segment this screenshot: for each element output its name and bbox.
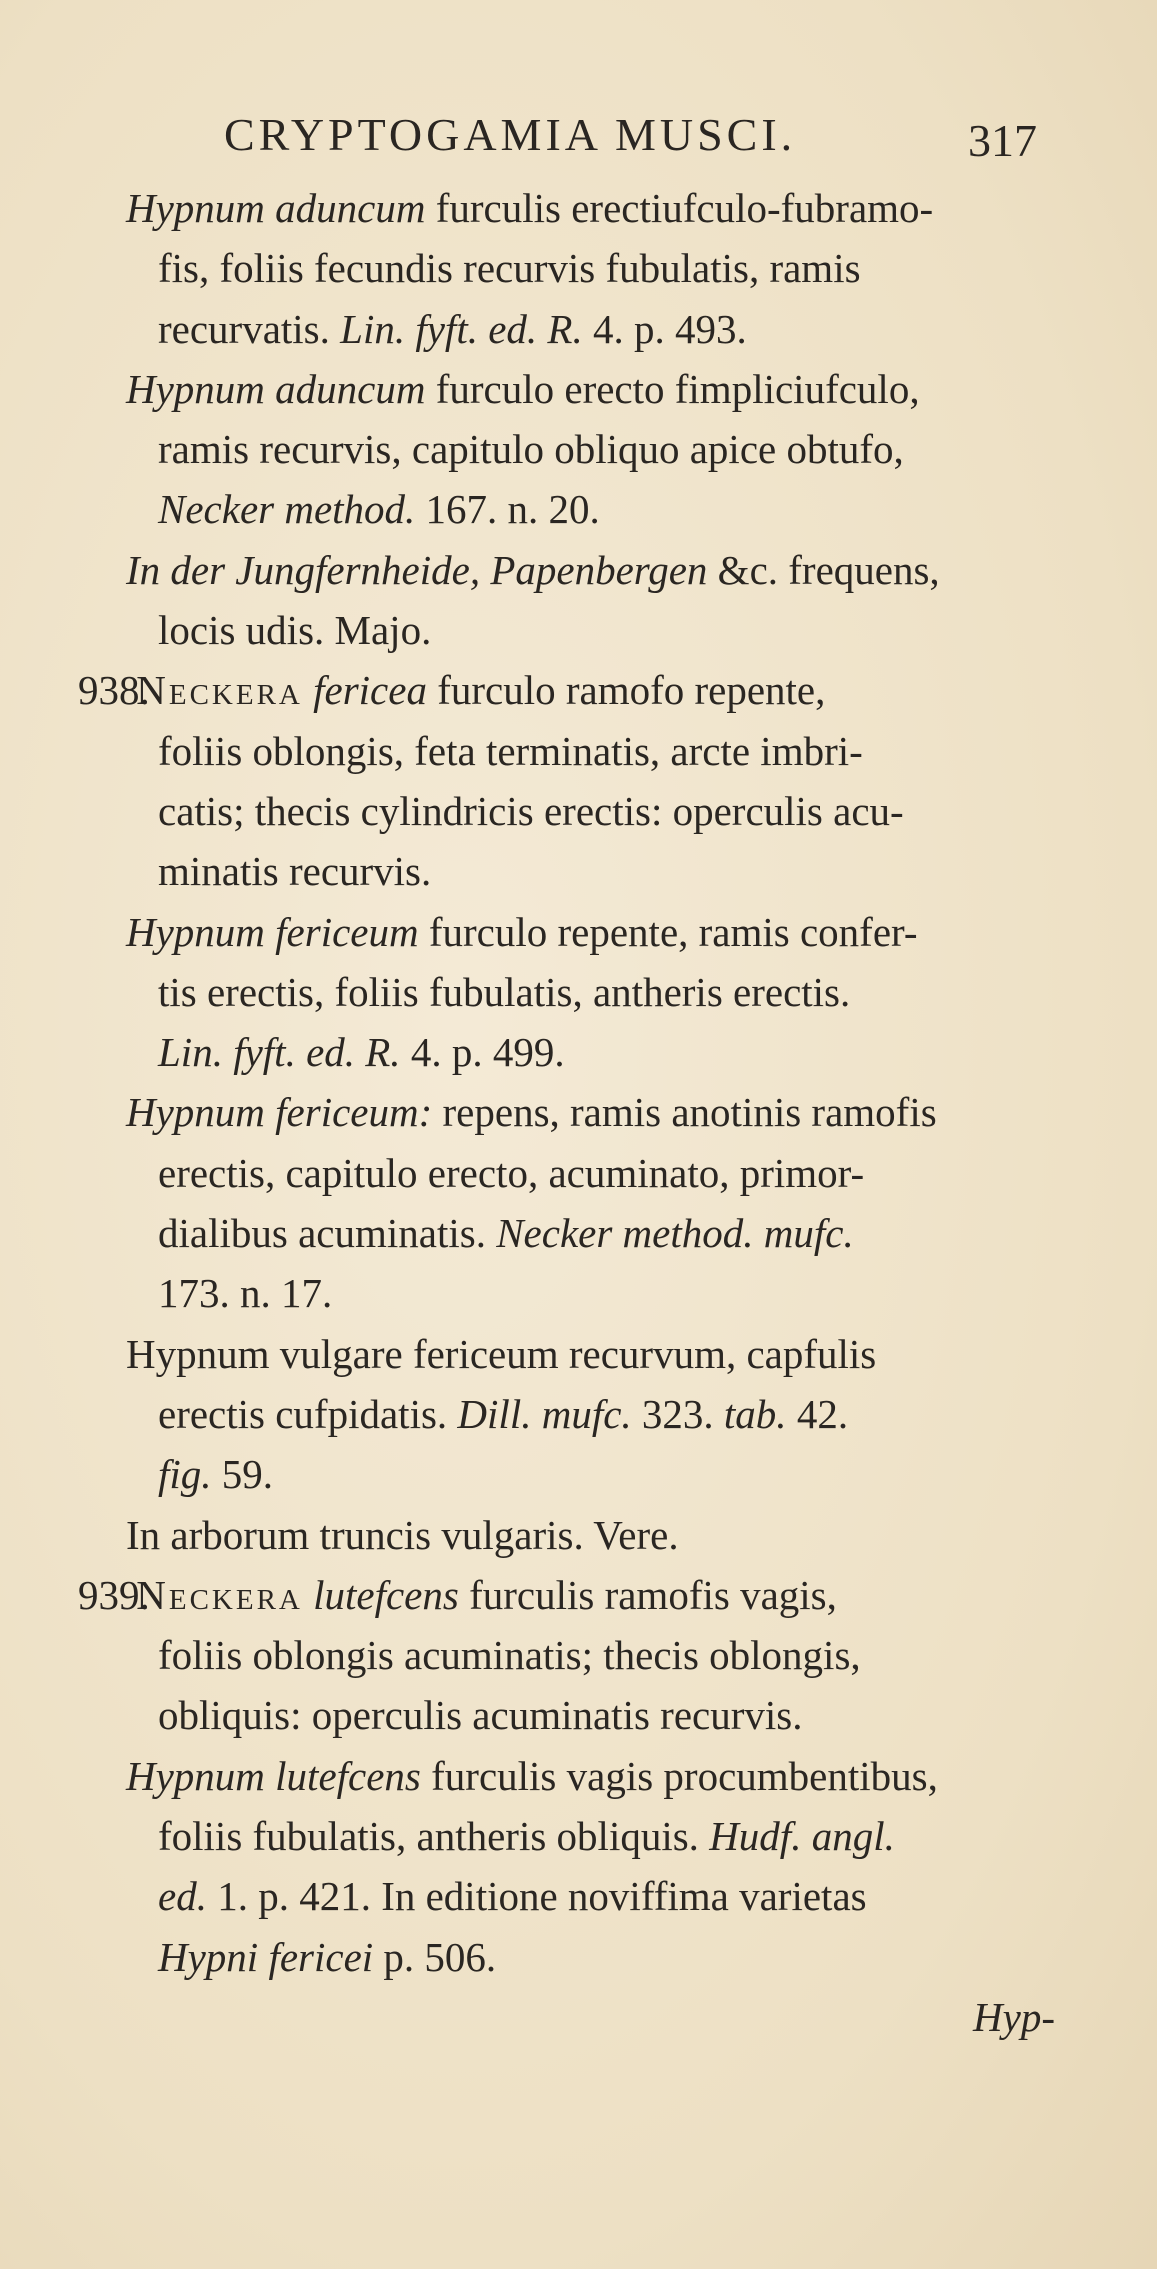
text-segment: erectis cufpidatis. [158, 1390, 458, 1437]
entry-number: 939. [78, 1571, 150, 1618]
text-line [0, 721, 1157, 781]
text-segment: dialibus acuminatis. [158, 1210, 497, 1257]
italic-text: Necker method. mufc. [496, 1210, 854, 1257]
text-segment: 4. p. 493. [582, 305, 747, 352]
text-line [0, 1685, 1157, 1745]
text-line [0, 178, 1157, 238]
text-segment: 323. [631, 1390, 724, 1437]
text-segment: 42. [786, 1390, 849, 1437]
text-line [0, 660, 1157, 720]
text-line [0, 902, 1157, 962]
genus-name: Neckera [136, 1571, 303, 1618]
text-line [0, 1444, 1157, 1504]
italic-text: Lin. fyft. ed. R. [340, 305, 583, 352]
text-line [0, 479, 1157, 539]
text-segment: 59. [211, 1451, 274, 1498]
italic-text: Hypni fericei [158, 1933, 374, 1980]
running-title: CRYPTOGAMIA MUSCI. [224, 109, 797, 160]
italic-text: Hypnum aduncum [126, 365, 426, 412]
text-line [0, 1143, 1157, 1203]
text-line [0, 1263, 1157, 1323]
text-segment: furculo ramofo repente, [426, 667, 826, 714]
text-segment: furculis ramofis vagis, [458, 1571, 837, 1618]
italic-text: Hudf. angl. [709, 1813, 895, 1860]
text-segment: catis; thecis cylindricis erectis: operculis acu- [158, 787, 904, 834]
text-segment: &c. frequens, [707, 546, 940, 593]
italic-text: Necker method. [158, 486, 416, 533]
text-line [0, 600, 1157, 660]
text-segment: In arborum truncis vulgaris. Vere. [126, 1511, 679, 1558]
text-line [0, 1505, 1157, 1565]
italic-text: fig. [158, 1451, 212, 1498]
page-number: 317 [968, 115, 1037, 166]
text-segment: minatis recurvis. [158, 848, 432, 895]
text-segment: Hypnum vulgare fericeum recurvum, capfulis [126, 1330, 877, 1377]
text-line [0, 299, 1157, 359]
italic-text: fericea [313, 667, 427, 714]
text-line [0, 1866, 1157, 1926]
text-segment: furculo repente, ramis confer- [418, 908, 918, 955]
text-line [0, 781, 1157, 841]
text-segment: ramis recurvis, capitulo obliquo apice obtufo, [158, 426, 904, 473]
text-line [0, 1203, 1157, 1263]
text-line [0, 1746, 1157, 1806]
text-segment: fis, foliis fecundis recurvis fubulatis, ramis [158, 245, 861, 292]
catchword: Hyp- [973, 1993, 1055, 2040]
body-text [0, 178, 1157, 2047]
text-line [0, 1324, 1157, 1384]
text-line [0, 419, 1157, 479]
text-segment: furculis vagis procumbentibus, [420, 1752, 938, 1799]
text-line [0, 1927, 1157, 1987]
text-line [0, 1806, 1157, 1866]
text-line [0, 1022, 1157, 1082]
text-line [0, 1384, 1157, 1444]
italic-text: ed. [158, 1873, 207, 1920]
italic-text: Hypnum fericeum: [126, 1089, 433, 1136]
italic-text: Dill. mufc. [457, 1390, 632, 1437]
text-segment: repens, ramis anotinis ramofis [432, 1089, 937, 1136]
text-line [0, 841, 1157, 901]
text-line [0, 1082, 1157, 1142]
text-segment: furculo erecto fimpliciufculo, [425, 365, 920, 412]
text-segment: tis erectis, foliis fubulatis, antheris erectis. [158, 968, 851, 1015]
text-line [0, 962, 1157, 1022]
text-segment: 173. n. 17. [158, 1270, 333, 1317]
entry-number: 938. [78, 667, 150, 714]
text-segment [303, 1572, 313, 1618]
italic-text: lutefcens [313, 1571, 459, 1618]
italic-text: Hypnum aduncum [126, 185, 426, 231]
text-segment: locis udis. Majo. [158, 607, 432, 654]
italic-text: Hypnum lutefcens [126, 1752, 421, 1799]
running-head [0, 108, 1157, 168]
italic-text: Hypnum fericeum [126, 908, 419, 955]
text-segment: p. 506. [373, 1933, 497, 1980]
text-line [0, 540, 1157, 600]
text-segment: 4. p. 499. [400, 1029, 565, 1076]
italic-text: tab. [723, 1390, 787, 1437]
text-segment [303, 667, 313, 713]
text-segment: foliis fubulatis, antheris obliquis. [158, 1813, 710, 1860]
text-segment: foliis oblongis acuminatis; thecis oblongis, [158, 1632, 861, 1679]
genus-name: Neckera [136, 667, 303, 714]
text-segment: foliis oblongis, feta terminatis, arcte imbri- [158, 727, 863, 774]
italic-text: Lin. fyft. ed. R. [158, 1029, 401, 1076]
text-line [0, 1565, 1157, 1625]
text-segment: 167. n. 20. [415, 486, 600, 533]
text-segment: obliquis: operculis acuminatis recurvis. [158, 1692, 803, 1739]
text-line [0, 238, 1157, 298]
text-segment: 1. p. 421. In editione noviffima varietas [206, 1873, 867, 1920]
italic-text: In der Jungfernheide, Papenbergen [126, 546, 708, 593]
text-line [0, 359, 1157, 419]
text-segment: recurvatis. [158, 305, 341, 352]
text-line [0, 1625, 1157, 1685]
text-segment: erectis, capitulo erecto, acuminato, primor- [158, 1149, 865, 1196]
text-segment: furculis erectiufculo-fubramo- [425, 185, 934, 231]
